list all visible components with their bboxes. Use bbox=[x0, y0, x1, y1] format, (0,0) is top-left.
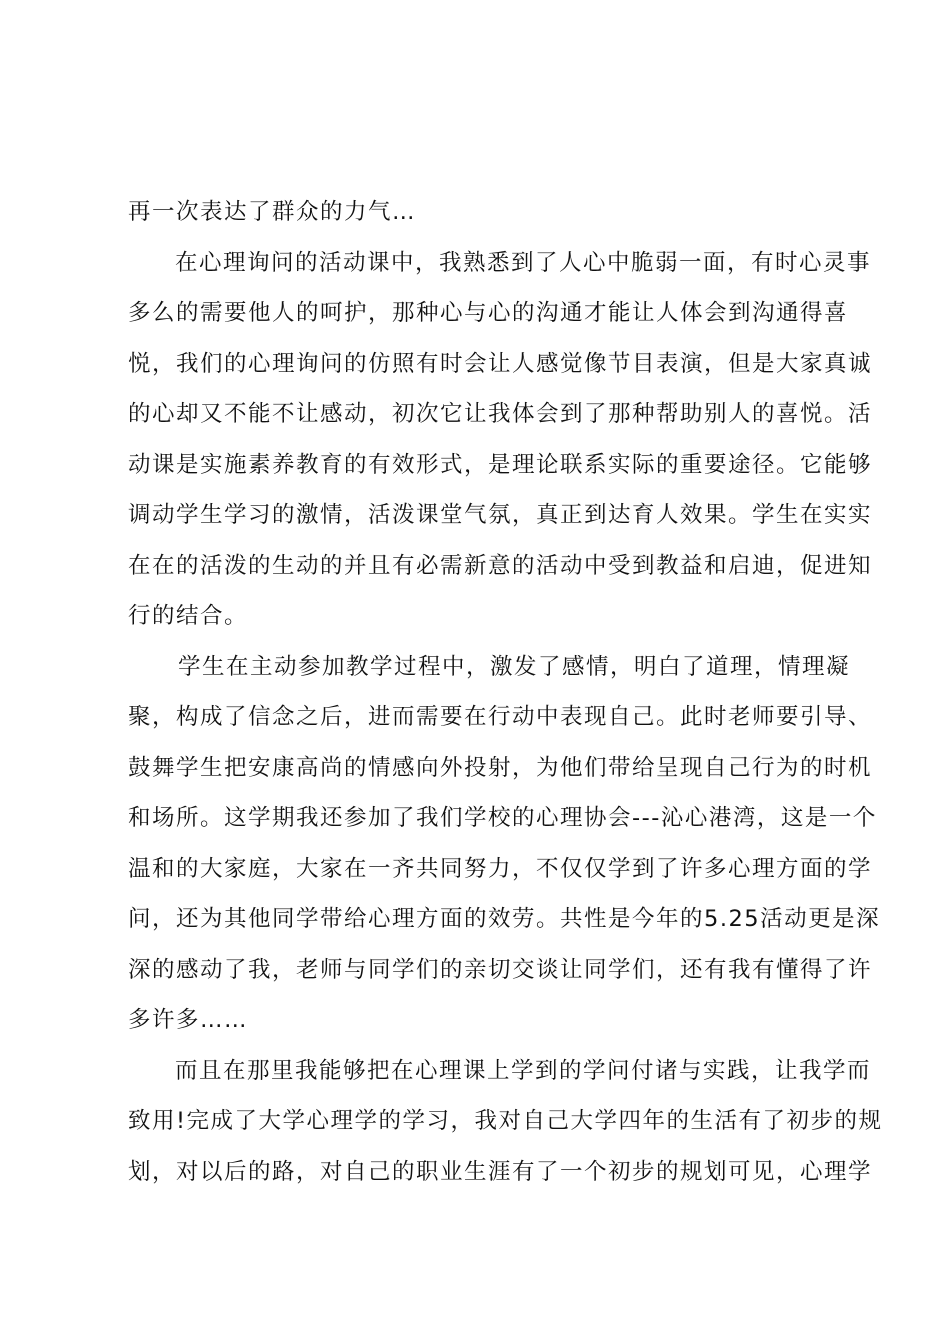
text-line: 问，还为其他同学带给心理方面的效劳。共性是今年的5.25活动更是深 bbox=[128, 906, 881, 932]
text-line: 划，对以后的路，对自己的职业生涯有了一个初步的规划可见，心理学 bbox=[128, 1158, 873, 1185]
document-body bbox=[128, 187, 883, 1197]
text-line: 调动学生学习的激情，活泼课堂气氛，真正到达育人效果。学生在实实 bbox=[128, 502, 873, 528]
text-line: 深的感动了我，老师与同学们的亲切交谈让同学们，还有我有懂得了许 bbox=[128, 956, 873, 983]
text-line: 在在的活泼的生动的并且有必需新意的活动中受到教益和启迪，促进知 bbox=[128, 552, 873, 579]
text-line: 温和的大家庭，大家在一齐共同努力，不仅仅学到了许多心理方面的学 bbox=[128, 855, 873, 882]
text-line: 再一次表达了群众的力气… bbox=[128, 199, 417, 225]
text-line: 的心却又不能不让感动，初次它让我体会到了那种帮助别人的喜悦。活 bbox=[128, 401, 873, 427]
text-line: 鼓舞学生把安康高尚的情感向外投射，为他们带给呈现自己行为的时机 bbox=[128, 754, 873, 781]
paragraph-first-line: 在心理询问的活动课中，我熟悉到了人心中脆弱一面，有时心灵事 bbox=[175, 249, 872, 276]
text-line: 和场所。这学期我还参加了我们学校的心理协会---沁心港湾，这是一个 bbox=[128, 805, 877, 831]
text-line: 行的结合。 bbox=[128, 603, 249, 629]
paragraph-first-line: 而且在那里我能够把在心理课上学到的学问付诸与实践，让我学而 bbox=[175, 1057, 872, 1084]
text-line: 多么的需要他人的呵护，那种心与心的沟通才能让人体会到沟通得喜 bbox=[128, 300, 849, 326]
text-line: 聚，构成了信念之后，进而需要在行动中表现自己。此时老师要引导、 bbox=[128, 704, 873, 730]
text-line: 多许多…… bbox=[128, 1007, 249, 1033]
paragraph-first-line: 学生在主动参加教学过程中，激发了感情，明白了道理，情理凝 bbox=[178, 653, 851, 680]
text-line: 动课是实施素养教育的有效形式，是理论联系实际的重要途径。它能够 bbox=[128, 451, 873, 478]
text-line: 致用!完成了大学心理学的学习，我对自己大学四年的生活有了初步的规 bbox=[128, 1108, 883, 1134]
text-line: 悦，我们的心理询问的仿照有时会让人感觉像节目表演，但是大家真诚 bbox=[128, 350, 873, 377]
